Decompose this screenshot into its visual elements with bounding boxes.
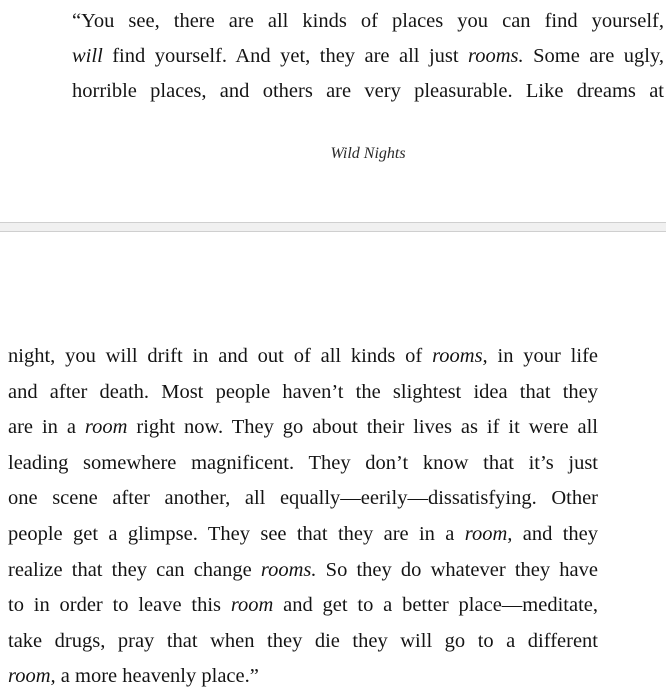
text-run: horrible places, and others are very pleasurable. Like dreams at	[72, 80, 664, 102]
text-run: to in order to leave this	[8, 594, 231, 617]
text-run: leading somewhere magnificent. They don’t know that it’s just	[8, 451, 598, 474]
text-line	[72, 4, 664, 39]
text-run: one scene after another, all equally—eerily—dissatisfying. Other	[8, 487, 598, 510]
text-line	[8, 410, 598, 446]
top-page	[0, 0, 666, 222]
text-line	[72, 74, 664, 109]
text-run: realize that they can change	[8, 558, 261, 581]
page-separator	[0, 222, 666, 232]
text-line	[8, 481, 598, 517]
italic-word: room,	[464, 522, 513, 545]
text-run: and after death. Most people haven’t the slightest idea that they	[8, 380, 598, 403]
text-run: are in a	[8, 416, 85, 439]
text-line	[8, 659, 598, 695]
text-run: So they do whatever they have	[316, 558, 598, 581]
text-run: and get to a better place—meditate,	[273, 594, 598, 617]
text-run: people get a glimpse. They see that they are in a	[8, 522, 465, 545]
text-line	[8, 588, 598, 624]
italic-word: rooms.	[468, 45, 524, 67]
text-run: a more heavenly place.”	[55, 665, 259, 688]
text-run: and they	[512, 522, 598, 545]
text-run: night, you will drift in and out of all kinds of	[8, 345, 433, 367]
text-run: right now. They go about their lives as if it were all	[127, 416, 598, 439]
italic-word: room,	[8, 665, 56, 688]
italic-word: rooms,	[432, 345, 488, 367]
text-line	[8, 517, 598, 553]
text-run: find yourself. And yet, they are all just	[102, 45, 469, 67]
italic-word: will	[72, 45, 103, 67]
text-line	[72, 39, 664, 74]
text-run: “You see, there are all kinds of places you can find yourself,	[72, 10, 664, 32]
text-line	[8, 553, 598, 589]
text-run: Some are ugly,	[523, 45, 664, 67]
top-paragraph	[72, 4, 664, 109]
text-line	[8, 624, 598, 660]
running-head: Wild Nights	[330, 145, 406, 162]
bottom-paragraph	[8, 339, 598, 695]
italic-word: rooms.	[260, 558, 317, 581]
italic-word: room	[84, 416, 128, 439]
text-run: take drugs, pray that when they die they will go to a different	[8, 629, 598, 652]
italic-word: room	[230, 594, 274, 617]
text-line	[8, 375, 598, 411]
text-line	[8, 339, 598, 375]
text-run: in your life	[487, 345, 598, 367]
bottom-page	[0, 232, 666, 695]
text-line	[8, 446, 598, 482]
